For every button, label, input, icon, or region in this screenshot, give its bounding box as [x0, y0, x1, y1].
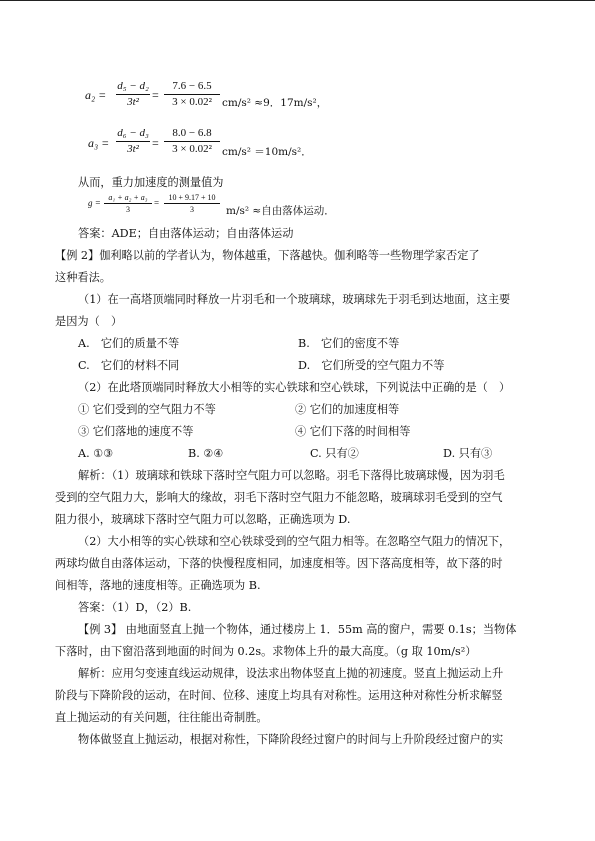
- answer-line-1: 答案：ADE；自由落体运动；自由落体运动: [78, 227, 294, 240]
- example-2-text: 这种看法。: [55, 271, 111, 284]
- q2-stem: （2）在此塔顶端同时释放大小相等的实心铁球和空心铁球，下列说法中正确的是（ ）: [78, 381, 511, 394]
- q1-stem-cont: 是因为（ ）: [55, 315, 123, 328]
- q2-statement-3: ③ 它们落地的速度不等: [78, 425, 194, 438]
- example-3-analysis-1: 解析：应用匀变速直线运动规律，设法求出物体竖直上抛的初速度。竖直上抛运动上升: [78, 667, 504, 680]
- formula-a2-result: cm/s² ≈9．17m/s²，: [222, 97, 328, 109]
- example-3-analysis-4: 物体做竖直上抛运动，根据对称性，下降阶段经过窗户的时间与上升阶段经过窗户的实: [78, 733, 504, 746]
- formula-a2-lhs: a₂ =: [85, 88, 107, 102]
- example-3-analysis-2: 阶段与下降阶段的运动，在时间、位移、速度上均具有对称性。运用这种对称性分析求解竖: [55, 689, 503, 702]
- q2-option-d: D. 只有③: [443, 447, 493, 460]
- q1-option-d: D. 它们所受的空气阻力不等: [298, 359, 445, 372]
- formula-a2-symbolic-fraction: d₅ − d₂ 3t²: [117, 80, 149, 108]
- formula-a3-result: cm/s² ＝10m/s²．: [222, 146, 312, 158]
- formula-g-lhs: g =: [88, 198, 101, 208]
- q2-option-a: A. ①③: [78, 447, 114, 460]
- q2-option-c: C. 只有②: [310, 447, 359, 460]
- analysis-line-3: 阻力很小，玻璃球下落时空气阻力可以忽略，正确选项为 D.: [55, 513, 351, 526]
- analysis-line-2: 受到的空气阻力大，影响大的缘故，羽毛下落时空气阻力不能忽略，玻璃球羽毛受到的空气: [55, 491, 503, 504]
- g-intro-text: 从而，重力加速度的测量值为: [78, 176, 224, 189]
- q1-stem: （1）在一高塔顶端同时释放一片羽毛和一个玻璃球，玻璃球先于羽毛到达地面，这主要: [78, 293, 511, 306]
- q2-statement-4: ④ 它们下落的时间相等: [295, 425, 411, 438]
- analysis-line-5: 两球均做自由落体运动，下落的快慢程度相同，加速度相等。因下落高度相等，故下落的时: [55, 557, 503, 570]
- q1-option-b: B. 它们的密度不等: [298, 337, 400, 350]
- q2-option-b: B. ②④: [188, 447, 224, 460]
- formula-g-result: m/s² ≈自由落体运动．: [226, 205, 335, 217]
- q2-statement-1: ① 它们受到的空气阻力不等: [78, 403, 216, 416]
- formula-g-numeric-fraction: 10 + 9.17 + 10 3: [164, 193, 220, 214]
- analysis-line-6: 间相等，落地的速度相等。正确选项为 B.: [55, 579, 261, 592]
- q1-option-a: A. 它们的质量不等: [78, 337, 180, 350]
- answer-line-2: 答案：（1）D，（2）B.: [78, 601, 192, 614]
- formula-a3-numeric-fraction: 8.0 − 6.8 3 × 0.02²: [164, 127, 220, 156]
- formula-a3-lhs: a₃ =: [88, 136, 110, 150]
- example-3-text: 下落时，由下窗沿落到地面的时间为 0.2s。求物体上升的最大高度。（g 取 10m/s²）: [55, 645, 477, 658]
- q1-option-c: C. 它们的材料不同: [78, 359, 180, 372]
- q2-statement-2: ② 它们的加速度相等: [295, 403, 400, 416]
- formula-a2-numeric-fraction: 7.6 − 6.5 3 × 0.02²: [164, 80, 220, 109]
- header-rule: [0, 0, 595, 1]
- formula-g-symbolic-fraction: a₁ + a₂ + a₃ 3: [104, 193, 152, 214]
- analysis-line-4: （2）大小相等的实心铁球和空心铁球受到的空气阻力相等。在忽略空气阻力的情况下，: [78, 535, 511, 548]
- formula-a3-symbolic-fraction: d₆ − d₃ 3t²: [117, 127, 149, 155]
- example-3-heading: 【例 3】 由地面竖直上抛一个物体，通过楼房上 1．55m 高的窗户，需要 0.1s；当物体: [78, 623, 517, 636]
- analysis-line-1: 解析：（1）玻璃球和铁球下落时空气阻力可以忽略。羽毛下落得比玻璃球慢，因为羽毛: [78, 469, 505, 482]
- example-2-heading: 【例 2】伽利略以前的学者认为，物体越重，下落越快。伽利略等一些物理学家否定了: [55, 249, 480, 262]
- example-3-analysis-3: 直上抛运动的有关问题，往往能出奇制胜。: [55, 711, 268, 724]
